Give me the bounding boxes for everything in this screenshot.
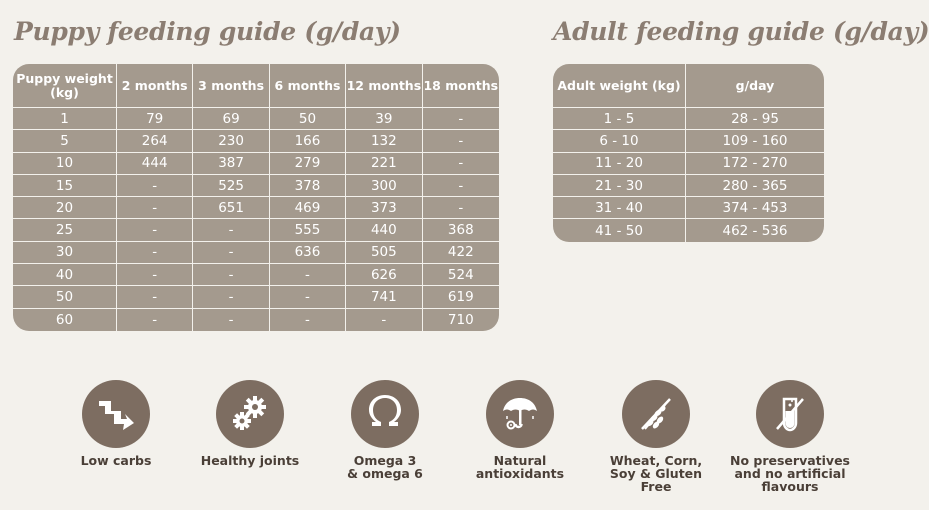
table-cell: 31 - 40 bbox=[553, 197, 686, 219]
test-tube-icon bbox=[756, 380, 824, 448]
table-cell: - bbox=[423, 130, 499, 152]
table-row bbox=[13, 108, 499, 130]
umbrella-icon bbox=[486, 380, 554, 448]
table-cell: - bbox=[193, 286, 269, 308]
table-cell: 39 bbox=[346, 108, 422, 130]
gears-icon bbox=[216, 380, 284, 448]
table-cell: 21 - 30 bbox=[553, 175, 686, 197]
table-cell: 25 bbox=[13, 219, 117, 241]
adult-feeding-table bbox=[553, 64, 824, 242]
table-cell: - bbox=[423, 175, 499, 197]
table-row bbox=[13, 309, 499, 331]
table-cell: 619 bbox=[423, 286, 499, 308]
table-cell: - bbox=[117, 286, 193, 308]
table-cell: 387 bbox=[193, 153, 269, 175]
table-cell: 462 - 536 bbox=[722, 222, 788, 239]
table-cell: - bbox=[117, 242, 193, 264]
table-row bbox=[13, 175, 499, 197]
feature-label: Omega 3 & omega 6 bbox=[347, 453, 423, 481]
column-header: 6 months bbox=[270, 64, 346, 108]
table-cell: - bbox=[117, 264, 193, 286]
table-cell: 230 bbox=[193, 130, 269, 152]
table-cell: 30 bbox=[13, 242, 117, 264]
table-cell: - bbox=[117, 309, 193, 331]
adult-guide-title: Adult feeding guide (g/day) bbox=[553, 17, 929, 46]
table-cell: 28 - 95 bbox=[686, 108, 824, 130]
column-header: g/day bbox=[686, 64, 824, 108]
table-cell: 166 bbox=[270, 130, 346, 152]
table-cell: - bbox=[117, 175, 193, 197]
table-cell: 710 bbox=[447, 311, 474, 328]
table-cell: 505 bbox=[346, 242, 422, 264]
feature-label: Healthy joints bbox=[200, 453, 300, 468]
table-cell: 1 bbox=[13, 108, 117, 130]
table-cell: 444 bbox=[117, 153, 193, 175]
table-cell: 1 - 5 bbox=[553, 108, 686, 130]
table-cell: 20 bbox=[13, 197, 117, 219]
table-cell: - bbox=[193, 264, 269, 286]
table-cell: - bbox=[423, 197, 499, 219]
table-cell: 525 bbox=[193, 175, 269, 197]
table-cell: 378 bbox=[270, 175, 346, 197]
feature-omega bbox=[325, 380, 445, 480]
table-row bbox=[553, 219, 824, 241]
table-row bbox=[553, 130, 824, 152]
table-cell: 40 bbox=[13, 264, 117, 286]
column-header: Puppy weight (kg) bbox=[13, 64, 117, 108]
table-cell: - bbox=[270, 309, 346, 331]
table-cell: 422 bbox=[423, 242, 499, 264]
table-cell: 172 - 270 bbox=[686, 153, 824, 175]
table-cell: 469 bbox=[270, 197, 346, 219]
feature-grain-free bbox=[596, 380, 716, 493]
table-cell: 280 - 365 bbox=[686, 175, 824, 197]
table-cell: 132 bbox=[346, 130, 422, 152]
table-cell: 440 bbox=[346, 219, 422, 241]
table-cell: 50 bbox=[270, 108, 346, 130]
table-cell: 60 bbox=[13, 309, 117, 331]
table-cell: 109 - 160 bbox=[686, 130, 824, 152]
table-row bbox=[13, 153, 499, 175]
table-cell: 279 bbox=[270, 153, 346, 175]
table-cell: - bbox=[117, 219, 193, 241]
feature-label: No preservatives and no artificial flavours bbox=[730, 453, 850, 494]
table-cell: - bbox=[346, 309, 422, 331]
table-cell: 11 - 20 bbox=[553, 153, 686, 175]
table-cell: 5 bbox=[13, 130, 117, 152]
table-cell: 626 bbox=[346, 264, 422, 286]
table-cell: 555 bbox=[270, 219, 346, 241]
table-row bbox=[13, 286, 499, 308]
table-cell: - bbox=[423, 153, 499, 175]
feature-label: Natural antioxidants bbox=[475, 453, 565, 481]
table-cell: 374 - 453 bbox=[686, 197, 824, 219]
column-header: 3 months bbox=[193, 64, 269, 108]
table-cell: 10 bbox=[13, 153, 117, 175]
feature-badges bbox=[0, 380, 889, 500]
table-row bbox=[13, 197, 499, 219]
column-header: Adult weight (kg) bbox=[553, 64, 686, 108]
column-header: 12 months bbox=[346, 64, 422, 108]
feature-label: Wheat, Corn, Soy & Gluten Free bbox=[609, 453, 703, 494]
table-cell: 221 bbox=[346, 153, 422, 175]
column-header: 18 months bbox=[423, 64, 499, 108]
feature-healthy-joints bbox=[190, 380, 310, 467]
table-row bbox=[553, 175, 824, 197]
table-cell: - bbox=[193, 242, 269, 264]
table-row bbox=[553, 108, 824, 130]
table-cell: 264 bbox=[117, 130, 193, 152]
feature-no-preservatives bbox=[730, 380, 850, 493]
feature-label: Low carbs bbox=[80, 453, 152, 468]
table-cell: - bbox=[193, 309, 269, 331]
feature-antioxidants bbox=[460, 380, 580, 480]
table-cell: 368 bbox=[423, 219, 499, 241]
table-cell: 636 bbox=[270, 242, 346, 264]
table-cell: 15 bbox=[13, 175, 117, 197]
table-cell: - bbox=[117, 197, 193, 219]
no-grain-icon bbox=[622, 380, 690, 448]
table-cell: - bbox=[270, 286, 346, 308]
low-carbs-arrow-icon bbox=[82, 380, 150, 448]
table-header-row bbox=[13, 64, 499, 108]
table-row bbox=[13, 219, 499, 241]
table-header-row bbox=[553, 64, 824, 108]
table-cell: 79 bbox=[117, 108, 193, 130]
table-row bbox=[13, 242, 499, 264]
table-cell: 651 bbox=[193, 197, 269, 219]
feature-low-carbs bbox=[56, 380, 176, 467]
omega-icon bbox=[351, 380, 419, 448]
table-cell: 524 bbox=[423, 264, 499, 286]
table-cell: 300 bbox=[346, 175, 422, 197]
table-cell: 6 - 10 bbox=[553, 130, 686, 152]
table-row bbox=[553, 153, 824, 175]
table-cell: - bbox=[423, 108, 499, 130]
table-cell: 741 bbox=[346, 286, 422, 308]
table-cell: 373 bbox=[346, 197, 422, 219]
column-header: 2 months bbox=[117, 64, 193, 108]
table-cell: 50 bbox=[13, 286, 117, 308]
table-cell: - bbox=[270, 264, 346, 286]
table-cell: 69 bbox=[193, 108, 269, 130]
table-cell: 41 - 50 bbox=[553, 219, 686, 241]
table-row bbox=[13, 264, 499, 286]
table-cell: - bbox=[193, 219, 269, 241]
table-row bbox=[13, 130, 499, 152]
puppy-guide-title: Puppy feeding guide (g/day) bbox=[14, 17, 401, 46]
table-row bbox=[553, 197, 824, 219]
puppy-feeding-table bbox=[13, 64, 499, 331]
